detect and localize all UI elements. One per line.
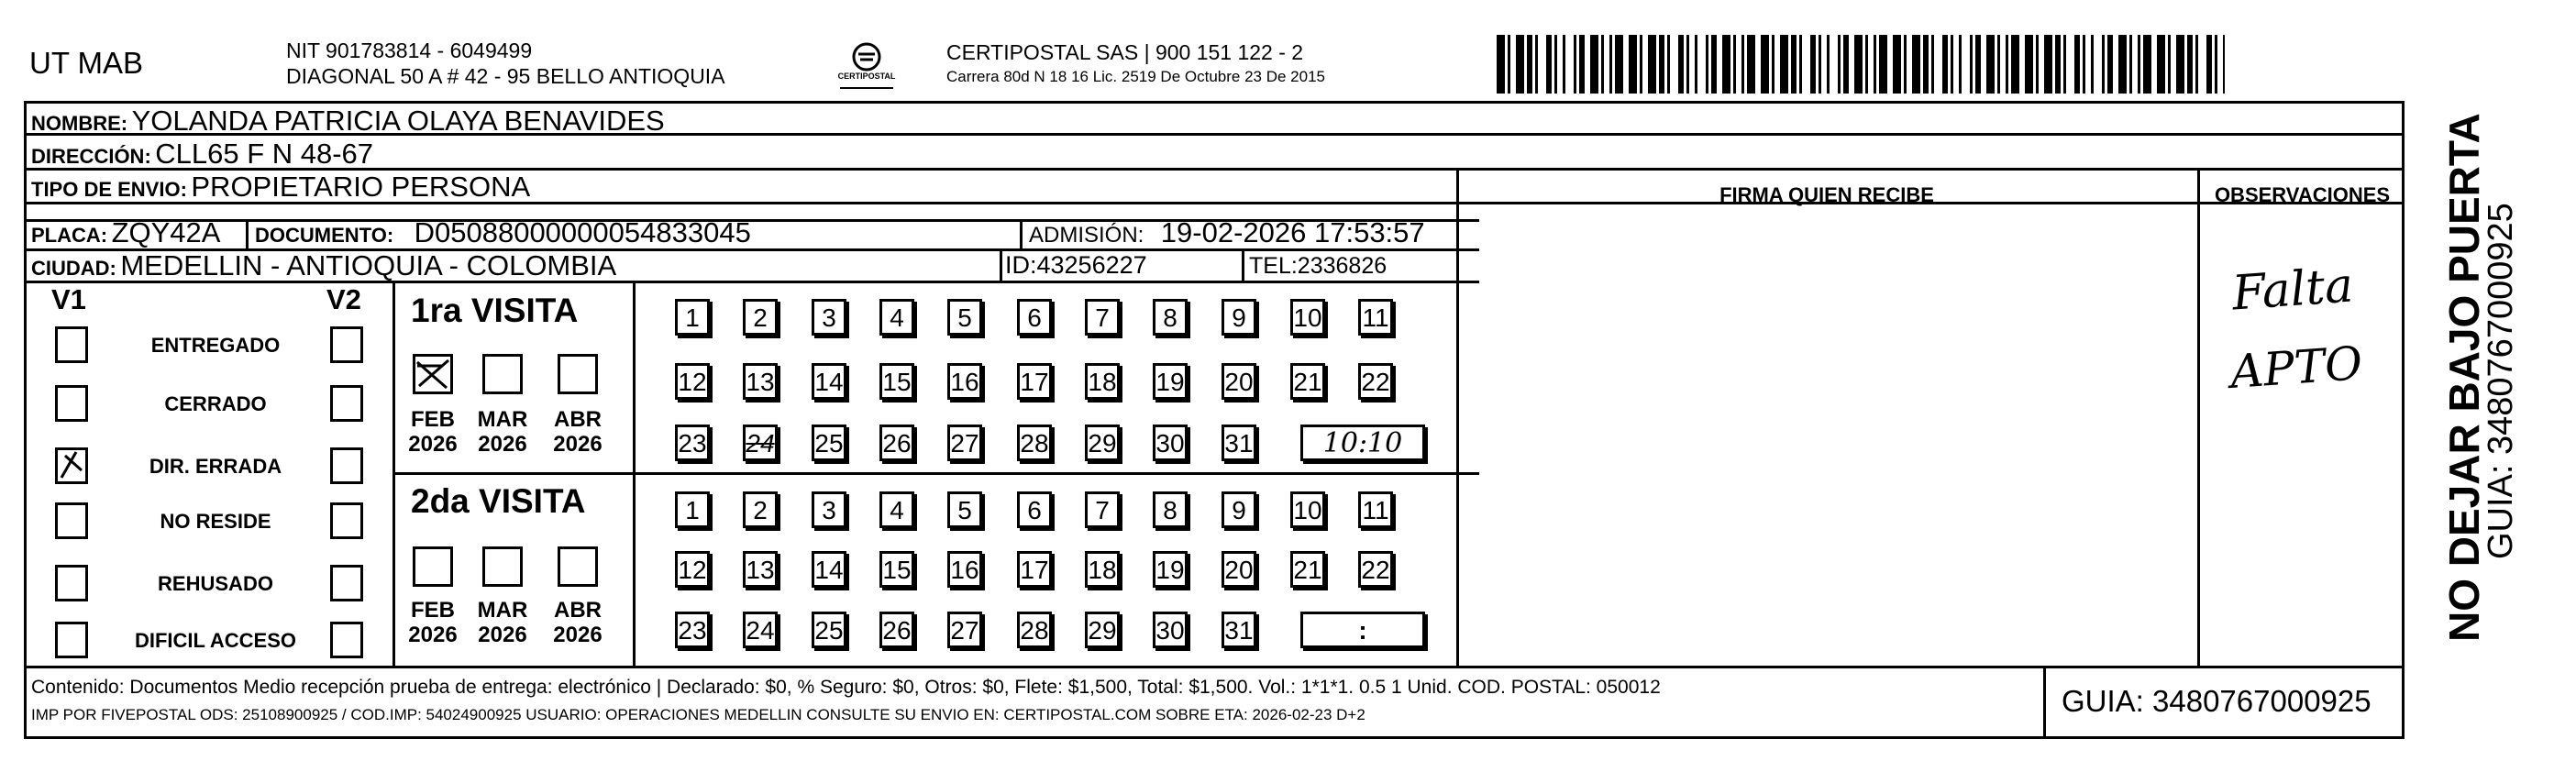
day-box-30[interactable]: 30 [1153,612,1188,648]
status-option-label: DIFICIL ACCESO [134,629,296,652]
documento-value: D05088000000054833045 [414,216,751,248]
day-box-28[interactable]: 28 [1017,612,1052,648]
barcode-bar [2206,35,2212,94]
observation-line1: Falta [2230,258,2356,322]
day-box-4[interactable]: 4 [879,299,914,336]
barcode-bar [2091,35,2094,94]
recipient-address: CLL65 F N 48-67 [155,138,374,170]
visit2-time [1300,612,1425,648]
v1-checkbox[interactable] [55,502,88,539]
day-box-1[interactable]: 1 [675,299,710,336]
barcode-bar [2006,35,2008,94]
day-box-31[interactable]: 31 [1222,425,1256,461]
barcode-bar [1527,35,1532,94]
barcode-bar [2044,35,2052,94]
barcode-bar [1904,35,1907,94]
footer-guia: GUIA: 3480767000925 [2062,684,2371,718]
v2-checkbox[interactable] [330,622,363,658]
month-checkbox-abr[interactable] [558,546,598,587]
month-year: 2026 [553,432,603,457]
recipient-name: YOLANDA PATRICIA OLAYA BENAVIDES [131,105,665,137]
day-box-20[interactable]: 20 [1222,551,1256,588]
tipo-label: TIPO DE ENVIO: [31,178,187,201]
barcode-bar [1819,35,1821,94]
admision-label: ADMISIÓN: [1029,223,1144,248]
day-box-27[interactable]: 27 [947,425,982,461]
barcode-bar [1843,35,1849,94]
barcode-bar [1706,35,1708,94]
barcode-bar [1722,35,1730,94]
day-box-19[interactable]: 19 [1153,363,1188,400]
barcode-bar [1865,35,1868,94]
barcode-bar [1942,35,1948,94]
barcode-bar [1931,35,1934,94]
barcode-bar [1810,35,1816,94]
barcode-bar [2223,35,2225,94]
barcode-bar [1601,35,1604,94]
month-label [475,598,530,647]
placa-label: PLACA: [31,224,108,247]
month-name: ABR [554,598,602,623]
day-box-9[interactable]: 9 [1222,491,1256,528]
admision-value: 19-02-2026 17:53:57 [1160,216,1425,248]
v1-checkbox[interactable] [55,565,88,601]
day-box-1[interactable]: 1 [675,491,710,528]
day-box-14[interactable]: 14 [812,363,846,400]
status-option-label: REHUSADO [158,572,273,595]
visit2-time-value: : [1358,616,1367,645]
status-option-label: DIR. ERRADA [149,455,282,478]
day-box-31[interactable]: 31 [1222,612,1256,648]
month-checkbox-feb[interactable] [413,354,453,394]
day-box-30[interactable]: 30 [1153,425,1188,461]
day-box-22[interactable]: 22 [1358,363,1393,400]
day-box-2[interactable]: 2 [743,491,778,528]
status-option-label: ENTREGADO [150,334,281,357]
barcode-bar [1667,35,1670,94]
day-box-2[interactable]: 2 [743,299,778,336]
documento-label: DOCUMENTO: [255,224,394,247]
barcode-bar [1741,35,1744,94]
status-option-label: NO RESIDE [160,510,271,533]
barcode-bar [1546,35,1552,94]
barcode-bar [1579,35,1585,94]
day-box-19[interactable]: 19 [1153,551,1188,588]
day-box-15[interactable]: 15 [879,363,914,400]
barcode-bar [1497,35,1505,94]
day-box-9[interactable]: 9 [1222,299,1256,336]
v2-checkbox[interactable] [330,565,363,601]
barcode-bar [1854,35,1863,94]
day-box-10[interactable]: 10 [1290,491,1325,528]
day-box-15[interactable]: 15 [879,551,914,588]
barcode-bar [2074,35,2080,94]
barcode-bar [2215,35,2217,94]
day-box-6[interactable]: 6 [1017,299,1052,336]
day-box-12[interactable]: 12 [675,551,710,588]
barcode-bar [1686,35,1689,94]
day-box-24[interactable]: 24 [743,612,778,648]
month-label [550,407,605,457]
barcode-bar [1516,35,1524,94]
v1-label: V1 [51,283,86,315]
visit1-time-value: 10:10 [1322,427,1403,459]
day-box-21[interactable]: 21 [1290,551,1325,588]
footer-line2: IMP POR FIVEPOSTAL ODS: 25108900925 / COD.IMP: 54024900925 USUARIO: OPERACIONES MEDELLIN CONSULTE SU ENVIO EN: CERTIPOSTAL.COM SOBRE ETA: 2026-02-23 D+2 [31,706,1365,723]
company-address: DIAGONAL 50 A # 42 - 95 BELLO ANTIOQUIA [286,64,725,88]
certipostal-logo [833,40,901,92]
v1-checkbox[interactable] [55,326,88,363]
logo-text: CERTIPOSTAL [837,72,896,81]
month-name: ABR [554,407,602,432]
day-box-11[interactable]: 11 [1358,299,1393,336]
placa-value: ZQY42A [111,216,221,248]
day-box-3[interactable]: 3 [812,491,846,528]
name-label: NOMBRE: [31,112,128,135]
barcode-bar [1711,35,1717,94]
barcode-bar [1535,35,1538,94]
firma-header: FIRMA QUIEN RECIBE [1719,183,1934,206]
month-name: MAR [477,598,528,623]
month-year: 2026 [553,623,603,647]
day-box-3[interactable]: 3 [812,299,846,336]
day-box-29[interactable]: 29 [1085,425,1120,461]
barcode-bar [1640,35,1642,94]
month-label [475,407,530,457]
barcode-bar [1791,35,1797,94]
visit2-title: 2da VISITA [411,482,586,520]
company-name: UT MAB [29,46,144,80]
v2-checkbox[interactable] [330,385,363,422]
barcode-bar [2107,35,2113,94]
barcode-bar [1747,35,1755,94]
barcode-bar [1609,35,1612,94]
status-option-label: CERRADO [164,392,267,415]
v2-checkbox[interactable] [330,447,363,484]
v2-checkbox[interactable] [330,502,363,539]
barcode-bar [2055,35,2061,94]
tel-value: TEL:2336826 [1249,253,1388,279]
day-box-7[interactable]: 7 [1085,299,1120,336]
month-checkbox-feb[interactable] [413,546,453,587]
day-box-13[interactable]: 13 [743,363,778,400]
observation-line2: APTO [2228,336,2364,399]
day-box-14[interactable]: 14 [812,551,846,588]
nit-text: NIT 901783814 - 6049499 [286,39,533,62]
day-box-23[interactable]: 23 [675,612,710,648]
barcode-bar [1997,35,2000,94]
day-box-11[interactable]: 11 [1358,491,1393,528]
barcode-bar [2063,35,2066,94]
barcode-bar [2025,35,2033,94]
tipo-envio: PROPIETARIO PERSONA [191,171,531,203]
day-box-25[interactable]: 25 [812,612,846,648]
day-box-7[interactable]: 7 [1085,491,1120,528]
day-box-16[interactable]: 16 [947,363,982,400]
barcode-bar [1648,35,1656,94]
barcode-bar [2187,35,2193,94]
footer-line1: Contenido: Documentos Medio recepción prueba de entrega: electrónico | Declarado: $0, % Seguro: $0, Otros: $0, Flete: $1,500, Total: $1,500. Vol.: 1*1*1. 0.5 1 Unid. COD. POSTAL: 050012 [31,677,1661,698]
barcode-bar [1975,35,1981,94]
month-label [405,407,460,457]
day-box-20[interactable]: 20 [1222,363,1256,400]
v1-checkbox[interactable] [55,447,88,484]
barcode-bar [1986,35,1995,94]
barcode-bar [2083,35,2085,94]
barcode-bar [2129,35,2132,94]
day-box-29[interactable]: 29 [1085,612,1120,648]
barcode-bar [1574,35,1576,94]
month-name: MAR [477,407,528,432]
side-guia: GUIA: 3480767000925 [2482,203,2520,559]
month-year: 2026 [408,432,458,457]
barcode-bar [2143,35,2151,94]
month-label [550,598,605,647]
day-box-26[interactable]: 26 [879,425,914,461]
barcode [1497,35,2225,94]
certipostal-license: Carrera 80d N 18 16 Lic. 2519 De Octubre 23 De 2015 [946,68,1325,85]
day-box-21[interactable]: 21 [1290,363,1325,400]
month-year: 2026 [478,432,527,457]
day-box-5[interactable]: 5 [947,299,982,336]
month-year: 2026 [408,623,458,647]
barcode-bar [1893,35,1901,94]
barcode-bar [1733,35,1736,94]
barcode-bar [1761,35,1769,94]
barcode-bar [1629,35,1637,94]
barcode-bar [2011,35,2019,94]
ciudad-label: CIUDAD: [31,257,116,280]
month-checkbox-mar[interactable] [482,546,523,587]
barcode-bar [2138,35,2140,94]
certipostal-id: CERTIPOSTAL SAS | 900 151 122 - 2 [946,40,1304,64]
barcode-bar [2036,35,2039,94]
month-checkbox-abr[interactable] [558,354,598,394]
v1-checkbox[interactable] [55,622,88,658]
day-box-16[interactable]: 16 [947,551,982,588]
barcode-bar [1678,35,1684,94]
barcode-bar [1590,35,1598,94]
barcode-bar [1659,35,1664,94]
day-box-17[interactable]: 17 [1017,551,1052,588]
day-box-18[interactable]: 18 [1085,363,1120,400]
day-box-4[interactable]: 4 [879,491,914,528]
barcode-bar [1951,35,1953,94]
day-box-22[interactable]: 22 [1358,551,1393,588]
id-value: ID:43256227 [1005,251,1147,279]
barcode-bar [1923,35,1929,94]
day-box-27[interactable]: 27 [947,612,982,648]
ciudad-value: MEDELLIN - ANTIOQUIA - COLOMBIA [120,249,617,281]
day-box-8[interactable]: 8 [1153,491,1188,528]
barcode-bar [2168,35,2171,94]
visit1-time [1300,425,1425,461]
barcode-bar [1838,35,1841,94]
barcode-bar [2102,35,2105,94]
day-box-13[interactable]: 13 [743,551,778,588]
v2-label: V2 [326,283,361,315]
day-box-10[interactable]: 10 [1290,299,1325,336]
day-box-23[interactable]: 23 [675,425,710,461]
barcode-bar [1695,35,1697,94]
day-box-28[interactable]: 28 [1017,425,1052,461]
month-checkbox-mar[interactable] [482,354,523,394]
barcode-bar [1563,35,1565,94]
side-no-dejar: NO DEJAR BAJO PUERTA [2440,113,2488,642]
month-year: 2026 [478,623,527,647]
observaciones-header: OBSERVACIONES [2214,183,2391,206]
barcode-bar [1780,35,1788,94]
day-box-12[interactable]: 12 [675,363,710,400]
month-label [405,598,460,647]
month-name: FEB [411,407,455,432]
barcode-bar [2176,35,2184,94]
barcode-bar [1772,35,1774,94]
barcode-bar [1874,35,1876,94]
day-box-26[interactable]: 26 [879,612,914,648]
v1-checkbox[interactable] [55,385,88,422]
barcode-bar [1959,35,1962,94]
day-box-24[interactable]: 24 [743,425,778,461]
month-name: FEB [411,598,455,623]
barcode-bar [1827,35,1830,94]
day-box-17[interactable]: 17 [1017,363,1052,400]
v2-checkbox[interactable] [330,326,363,363]
barcode-bar [1799,35,1802,94]
visit1-title: 1ra VISITA [411,292,579,329]
day-box-18[interactable]: 18 [1085,551,1120,588]
address-label: DIRECCIÓN: [31,145,151,168]
day-box-25[interactable]: 25 [812,425,846,461]
day-box-6[interactable]: 6 [1017,491,1052,528]
barcode-bar [1879,35,1887,94]
barcode-bar [1912,35,1920,94]
barcode-bar [2157,35,2165,94]
barcode-bar [1970,35,1973,94]
barcode-bar [1508,35,1510,94]
barcode-bar [1554,35,1557,94]
day-box-8[interactable]: 8 [1153,299,1188,336]
barcode-bar [2118,35,2127,94]
barcode-bar [2195,35,2198,94]
day-box-5[interactable]: 5 [947,491,982,528]
barcode-bar [1615,35,1623,94]
